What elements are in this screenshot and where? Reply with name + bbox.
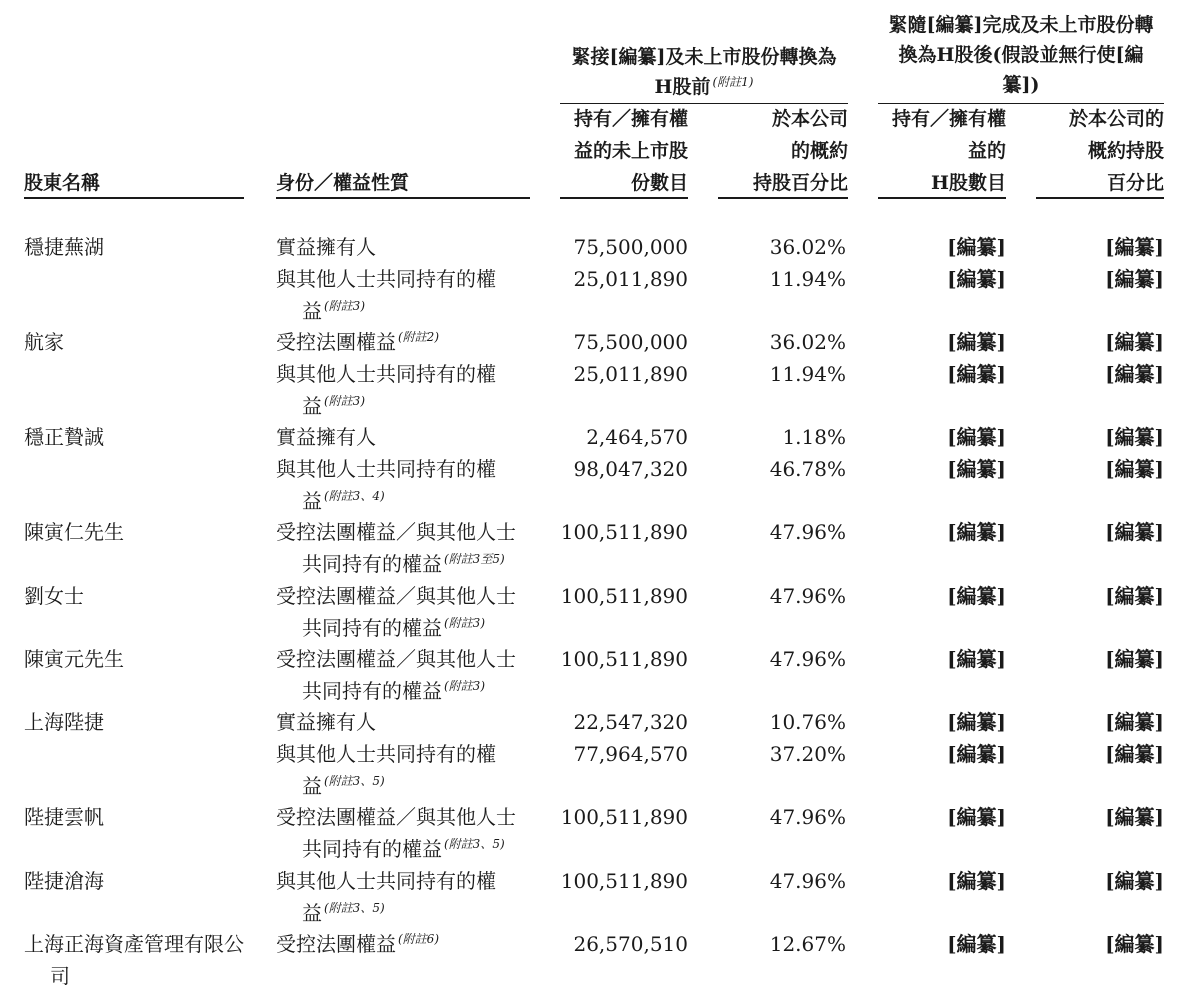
note-ref: (附註3) [444,616,485,631]
h-shares-value: [編纂] [947,520,1006,544]
before-pct-value: 12.67% [769,932,846,956]
shareholder-name: 上海正海資產管理有限公 司 [24,932,244,988]
note-ref: (附註3至5) [444,552,505,567]
capacity-text: 實益擁有人 [276,710,376,734]
shareholder-name: 陳寅仁先生 [24,520,124,544]
note-ref: (附註3、5) [324,774,385,789]
after-pct-value: [編纂] [1105,267,1164,291]
group-header-before: 緊接[編纂]及未上市股份轉換為 H股前 $^{(附註1)}$ [571,46,837,98]
after-pct-value: [編纂] [1105,235,1164,259]
before-pct-value: 10.76% [769,710,846,734]
h-shares-value: [編纂] [947,425,1006,449]
before-pct-value: 37.20% [769,742,846,766]
note-ref: (附註3、5) [444,837,505,852]
unlisted-shares-value: 25,011,890 [573,362,688,386]
shareholder-name: 航家 [24,330,64,354]
col-header-h-shares: 持有／擁有權 益的 H股數目 [891,108,1006,194]
capacity-text: 受控法團權益／與其他人士 共同持有的權益 $^{(附註3)}$ [276,647,516,703]
capacity-text: 與其他人士共同持有的權 益 $^{(附註3)}$ [276,362,496,418]
shareholder-name: 上海陛捷 [24,710,104,734]
before-pct-value: 11.94% [769,362,846,386]
after-pct-value: [編纂] [1105,805,1164,829]
capacity-text: 實益擁有人 [276,235,376,259]
unlisted-shares-value: 75,500,000 [573,235,688,259]
unlisted-shares-value: 22,547,320 [573,710,688,734]
capacity-text: 與其他人士共同持有的權 益 $^{(附註3、5)}$ [276,869,496,925]
h-shares-value: [編纂] [947,457,1006,481]
h-shares-value: [編纂] [947,330,1006,354]
h-shares-value: [編纂] [947,647,1006,671]
note-ref: (附註3、5) [324,901,385,916]
before-pct-value: 47.96% [769,647,846,671]
col-header-unlisted-shares: 持有／擁有權 益的未上市股 份數目 [573,108,688,194]
shareholder-name: 穩正贄誠 [24,425,104,449]
note-ref: (附註3) [324,299,365,314]
unlisted-shares-value: 100,511,890 [560,584,688,608]
unlisted-shares-value: 26,570,510 [573,932,688,956]
note-ref: (附註3、4) [324,489,385,504]
note-ref: (附註6) [398,932,439,947]
capacity-text: 受控法團權益／與其他人士 共同持有的權益 $^{(附註3)}$ [276,584,516,640]
after-pct-value: [編纂] [1105,710,1164,734]
before-pct-value: 1.18% [782,425,846,449]
h-shares-value: [編纂] [947,584,1006,608]
after-pct-value: [編纂] [1105,362,1164,386]
before-pct-value: 47.96% [769,584,846,608]
col-header-after-pct: 於本公司的 概約持股 百分比 [1068,108,1164,194]
capacity-text: 受控法團權益／與其他人士 共同持有的權益 $^{(附註3至5)}$ [276,520,516,576]
before-pct-value: 47.96% [769,805,846,829]
before-pct-value: 36.02% [769,330,846,354]
before-pct-value: 46.78% [769,457,846,481]
after-pct-value: [編纂] [1105,869,1164,893]
after-pct-value: [編纂] [1105,932,1164,956]
after-pct-value: [編纂] [1105,647,1164,671]
after-pct-value: [編纂] [1105,330,1164,354]
note-ref: (附註2) [398,330,439,345]
h-shares-value: [編纂] [947,805,1006,829]
shareholder-name: 劉女士 [24,584,84,608]
capacity-text: 受控法團權益 $^{(附註6)}$ [276,932,439,956]
col-header-before-pct: 於本公司 的概約 持股百分比 [752,108,848,194]
unlisted-shares-value: 98,047,320 [573,457,688,481]
unlisted-shares-value: 2,464,570 [586,425,688,449]
before-pct-value: 47.96% [769,520,846,544]
h-shares-value: [編纂] [947,710,1006,734]
before-pct-value: 47.96% [769,869,846,893]
capacity-text: 與其他人士共同持有的權 益 $^{(附註3、4)}$ [276,457,496,513]
h-shares-value: [編纂] [947,932,1006,956]
shareholder-name: 穩捷蕪湖 [24,235,104,259]
after-pct-value: [編纂] [1105,520,1164,544]
shareholder-name: 陳寅元先生 [24,647,124,671]
before-pct-value: 36.02% [769,235,846,259]
h-shares-value: [編纂] [947,742,1006,766]
before-pct-value: 11.94% [769,267,846,291]
note-ref: (附註1) [712,74,754,89]
unlisted-shares-value: 100,511,890 [560,869,688,893]
after-pct-value: [編纂] [1105,425,1164,449]
unlisted-shares-value: 100,511,890 [560,805,688,829]
capacity-text: 實益擁有人 [276,425,376,449]
unlisted-shares-value: 100,511,890 [560,520,688,544]
capacity-text: 與其他人士共同持有的權 益 $^{(附註3)}$ [276,267,496,323]
unlisted-shares-value: 75,500,000 [573,330,688,354]
h-shares-value: [編纂] [947,267,1006,291]
note-ref: (附註3) [324,394,365,409]
group-header-after: 緊隨[編纂]完成及未上市股份轉 換為H股後(假設並無行使[編 纂]) [888,14,1154,96]
shareholder-name: 陛捷雲帆 [24,805,104,829]
unlisted-shares-value: 77,964,570 [573,742,688,766]
capacity-text: 受控法團權益／與其他人士 共同持有的權益 $^{(附註3、5)}$ [276,805,516,861]
h-shares-value: [編纂] [947,235,1006,259]
h-shares-value: [編纂] [947,869,1006,893]
capacity-text: 與其他人士共同持有的權 益 $^{(附註3、5)}$ [276,742,496,798]
capacity-text: 受控法團權益 $^{(附註2)}$ [276,330,439,354]
shareholder-name: 陛捷滄海 [24,869,104,893]
after-pct-value: [編纂] [1105,742,1164,766]
unlisted-shares-value: 100,511,890 [560,647,688,671]
after-pct-value: [編纂] [1105,584,1164,608]
h-shares-value: [編纂] [947,362,1006,386]
col-header-capacity: 身份／權益性質 [276,172,410,194]
col-header-name: 股東名稱 [24,172,101,194]
after-pct-value: [編纂] [1105,457,1164,481]
unlisted-shares-value: 25,011,890 [573,267,688,291]
note-ref: (附註3) [444,679,485,694]
